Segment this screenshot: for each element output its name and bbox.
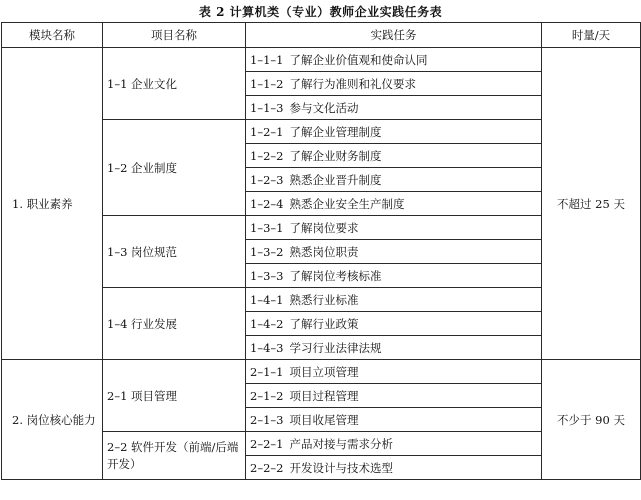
task-text: 了解企业财务制度 <box>289 148 382 163</box>
task-cell <box>246 456 542 480</box>
task-id: 1–1–3 <box>250 100 284 115</box>
project-name: 1–2 企业制度 <box>103 120 246 216</box>
task-cell <box>246 288 542 312</box>
task-text: 了解行为准则和礼仪要求 <box>289 76 416 91</box>
task-text: 参与文化活动 <box>289 100 359 115</box>
task-cell <box>246 48 542 72</box>
header-row <box>2 23 641 48</box>
module-name: 1. 职业素养 <box>2 48 103 360</box>
task-id: 1–3–3 <box>250 268 284 283</box>
table-row <box>2 48 641 72</box>
module-hours: 不少于 90 天 <box>542 360 641 480</box>
task-cell <box>246 120 542 144</box>
task-cell <box>246 408 542 432</box>
task-text: 了解企业管理制度 <box>289 124 382 139</box>
task-cell <box>246 216 542 240</box>
header-hours: 时量/天 <box>542 23 641 48</box>
project-name: 1–3 岗位规范 <box>103 216 246 288</box>
task-cell <box>246 240 542 264</box>
task-id: 1–2–2 <box>250 148 284 163</box>
task-id: 2–2–2 <box>250 460 284 475</box>
practice-task-table <box>1 22 641 480</box>
task-text: 项目立项管理 <box>289 364 359 379</box>
task-cell <box>246 432 542 456</box>
task-cell <box>246 168 542 192</box>
module-hours: 不超过 25 天 <box>542 48 641 360</box>
task-text: 熟悉企业安全生产制度 <box>289 196 405 211</box>
project-name: 1–1 企业文化 <box>103 48 246 120</box>
task-cell <box>246 336 542 360</box>
task-text: 了解岗位要求 <box>289 220 359 235</box>
task-text: 开发设计与技术选型 <box>289 460 393 475</box>
header-project: 项目名称 <box>103 23 246 48</box>
task-cell <box>246 192 542 216</box>
task-text: 熟悉企业晋升制度 <box>289 172 382 187</box>
task-text: 熟悉岗位职责 <box>289 244 359 259</box>
task-cell <box>246 96 542 120</box>
task-text: 了解岗位考核标准 <box>289 268 382 283</box>
task-text: 项目收尾管理 <box>289 412 359 427</box>
task-cell <box>246 360 542 384</box>
task-id: 1–4–1 <box>250 292 284 307</box>
task-cell <box>246 144 542 168</box>
task-id: 2–1–2 <box>250 388 284 403</box>
task-id: 1–3–2 <box>250 244 284 259</box>
task-text: 了解行业政策 <box>289 316 359 331</box>
task-id: 2–1–1 <box>250 364 284 379</box>
task-text: 项目过程管理 <box>289 388 359 403</box>
table-row <box>2 360 641 384</box>
task-id: 1–3–1 <box>250 220 284 235</box>
project-name: 2–1 项目管理 <box>103 360 246 432</box>
task-id: 1–4–3 <box>250 340 284 355</box>
project-name: 2–2 软件开发（前端/后端开发） <box>103 432 246 480</box>
task-text: 了解企业价值观和使命认同 <box>289 52 428 67</box>
header-module: 模块名称 <box>2 23 103 48</box>
task-cell <box>246 312 542 336</box>
task-text: 熟悉行业标准 <box>289 292 359 307</box>
task-id: 1–1–2 <box>250 76 284 91</box>
task-id: 1–4–2 <box>250 316 284 331</box>
module-name: 2. 岗位核心能力 <box>2 360 103 480</box>
task-text: 产品对接与需求分析 <box>289 436 393 451</box>
task-id: 2–1–3 <box>250 412 284 427</box>
table-caption: 表 2 计算机类（专业）教师企业实践任务表 <box>198 5 443 19</box>
task-cell <box>246 72 542 96</box>
task-cell <box>246 264 542 288</box>
task-text: 学习行业法律法规 <box>289 340 382 355</box>
task-id: 1–2–3 <box>250 172 284 187</box>
task-id: 1–2–1 <box>250 124 284 139</box>
task-id: 1–1–1 <box>250 52 284 67</box>
task-cell <box>246 384 542 408</box>
project-name: 1–4 行业发展 <box>103 288 246 360</box>
header-task: 实践任务 <box>246 23 542 48</box>
task-id: 2–2–1 <box>250 436 284 451</box>
task-id: 1–2–4 <box>250 196 284 211</box>
